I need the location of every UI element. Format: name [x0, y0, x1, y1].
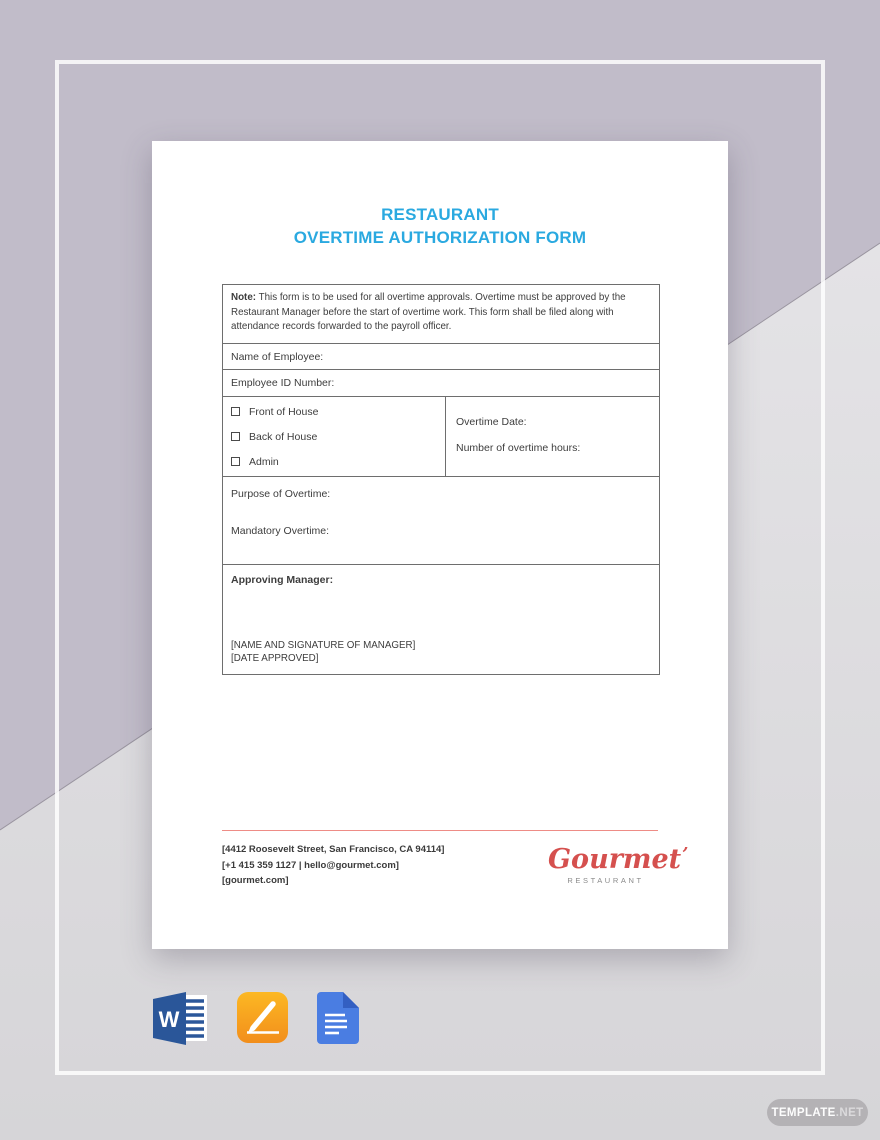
title-line-2: OVERTIME AUTHORIZATION FORM	[293, 228, 587, 247]
note-cell	[223, 285, 659, 343]
apple-pages-icon[interactable]	[237, 992, 288, 1048]
footer-website: [gourmet.com]	[222, 875, 289, 886]
department-and-date-row	[223, 396, 659, 476]
overtime-date-cell[interactable]	[446, 397, 659, 476]
ms-word-icon[interactable]	[153, 992, 209, 1050]
footer-phone-email: [+1 415 359 1127 | hello@gourmet.com]	[222, 859, 399, 871]
purpose-label: Purpose of Overtime:	[231, 487, 331, 500]
google-docs-icon[interactable]	[313, 992, 359, 1049]
approving-manager-cell[interactable]	[223, 564, 659, 674]
purpose-cell[interactable]	[223, 476, 659, 564]
footer-contact-block	[222, 842, 444, 889]
overtime-date-label: Overtime Date:	[456, 415, 527, 428]
logo-tagline: RESTAURANT	[567, 876, 644, 885]
checkbox-admin[interactable]	[231, 456, 437, 468]
checkbox-label: Admin	[249, 455, 279, 468]
employee-name-field[interactable]	[223, 343, 659, 369]
checkbox-front-of-house[interactable]	[231, 406, 437, 418]
date-approved-placeholder: [DATE APPROVED]	[231, 653, 319, 665]
employee-id-field[interactable]	[223, 369, 659, 396]
manager-signature-placeholder: [NAME AND SIGNATURE OF MANAGER]	[231, 639, 416, 651]
department-checkbox-group	[223, 397, 446, 476]
checkbox-icon[interactable]	[231, 407, 240, 416]
checkbox-back-of-house[interactable]	[231, 431, 437, 443]
watermark-tld: .NET	[835, 1106, 864, 1119]
overtime-form-table	[222, 284, 660, 675]
employee-id-label: Employee ID Number:	[231, 376, 335, 389]
note-label: Note:	[231, 292, 257, 303]
approving-manager-label: Approving Manager:	[231, 573, 334, 586]
document-title	[152, 203, 728, 249]
checkbox-icon[interactable]	[231, 432, 240, 441]
word-letter: W	[158, 1007, 180, 1032]
mandatory-overtime-label: Mandatory Overtime:	[231, 524, 330, 537]
template-net-watermark	[767, 1099, 868, 1126]
checkbox-label: Front of House	[249, 405, 319, 418]
checkbox-label: Back of House	[249, 430, 318, 443]
footer-address: [4412 Roosevelt Street, San Francisco, CA 94114]	[222, 844, 445, 855]
logo-wordmark: Gourmet’	[548, 844, 689, 875]
document-page	[152, 141, 728, 949]
footer-divider	[222, 830, 658, 831]
gourmet-logo	[548, 840, 689, 885]
overtime-hours-label: Number of overtime hours:	[456, 441, 581, 454]
logo-flourish: ’	[682, 844, 689, 865]
checkbox-icon[interactable]	[231, 457, 240, 466]
employee-name-label: Name of Employee:	[231, 350, 324, 363]
title-line-1: RESTAURANT	[381, 205, 499, 224]
note-text: This form is to be used for all overtime approvals. Overtime must be approved by the Restaurant Manager before the start of overtime work. This form shall be filed along with attendance records forwarded to the payroll officer.	[231, 292, 626, 333]
watermark-brand: TEMPLATE	[771, 1106, 836, 1119]
